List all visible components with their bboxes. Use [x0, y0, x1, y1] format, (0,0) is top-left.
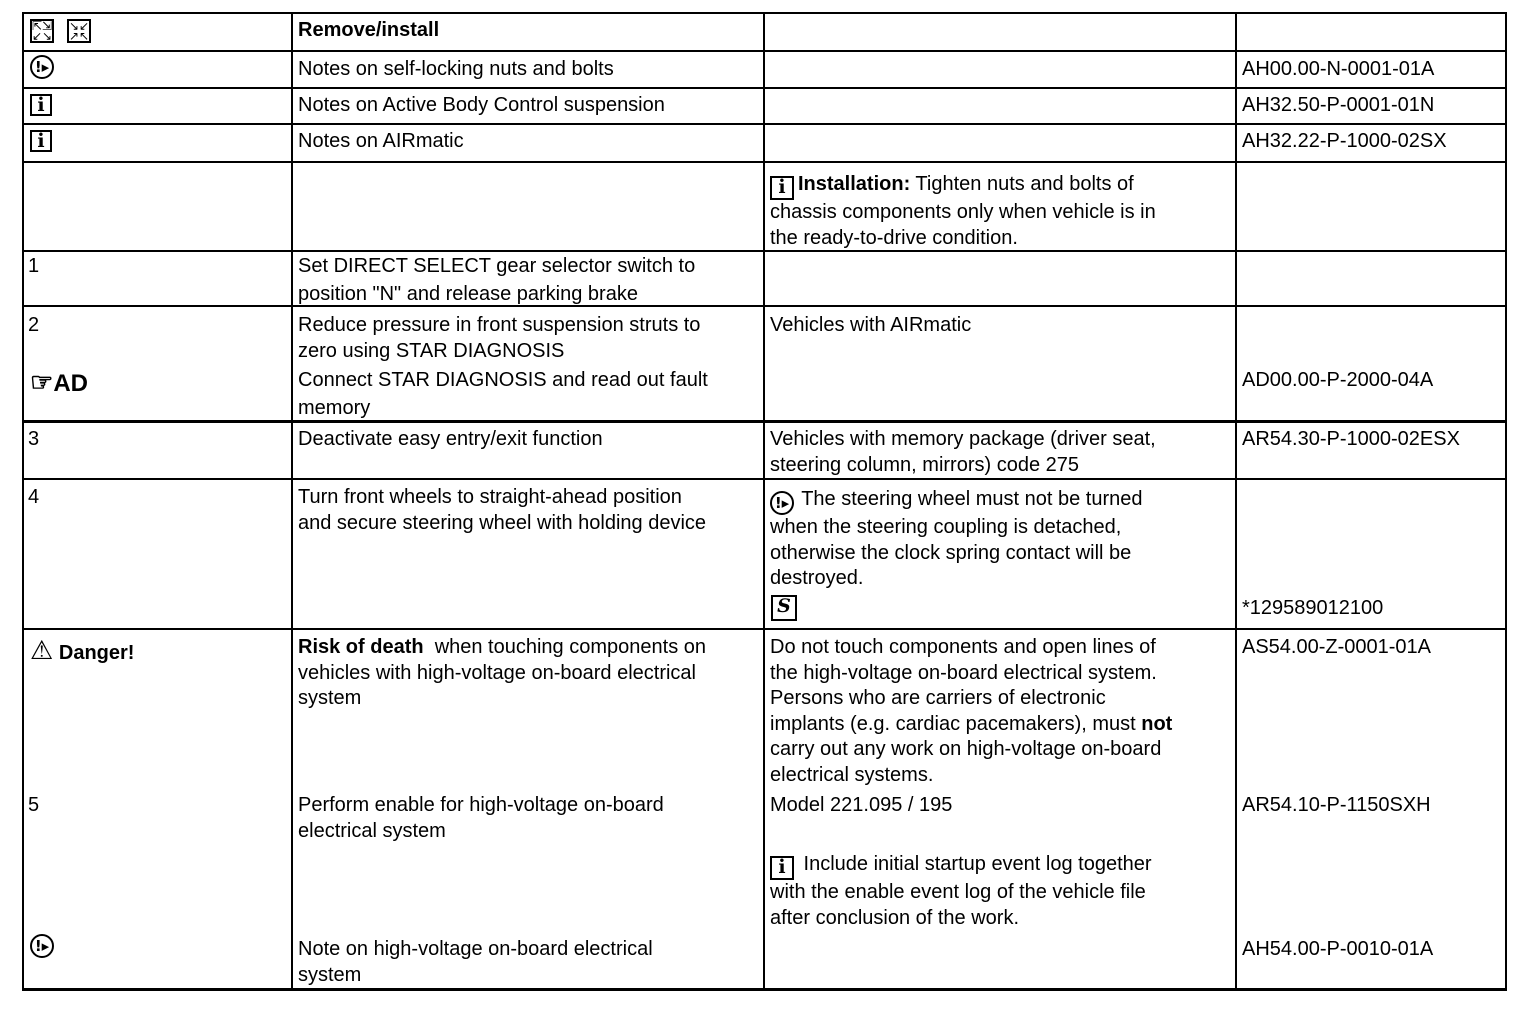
- doc-ref-link[interactable]: AH32.22-P-1000-02SX: [1242, 130, 1447, 152]
- danger-text: Risk of death when touching components on vehicles with high-voltage on-board electrical system: [298, 636, 706, 709]
- step-text: Perform enable for high-voltage on-board electrical system: [298, 794, 664, 842]
- doc-ref-link[interactable]: AS54.00-Z-0001-01A: [1242, 636, 1432, 658]
- hand-pointer-icon: ☞: [30, 367, 54, 397]
- row-text: Notes on AIRmatic: [298, 130, 464, 152]
- note-icon: !▸: [30, 934, 54, 958]
- section-title: Remove/install: [298, 19, 440, 41]
- divider: [763, 13, 765, 990]
- condition-text: Model 221.095 / 195: [770, 794, 953, 816]
- step-number: 3: [28, 428, 40, 450]
- doc-ref-link[interactable]: AR54.10-P-1150SXH: [1242, 794, 1431, 816]
- info-icon: i: [770, 856, 794, 880]
- installation-note: i Installation: Tighten nuts and bolts of chassis components only when vehicle is in the ready-to-drive condition.: [770, 173, 1156, 249]
- step-text: Turn front wheels to straight-ahead position and secure steering wheel with holding device: [298, 486, 707, 534]
- divider: [291, 13, 293, 990]
- step-number: 4: [28, 486, 40, 508]
- steering-note: !▸ The steering wheel must not be turned when the steering coupling is detached, otherwise the clock spring contact will be destroyed.: [770, 488, 1143, 589]
- step-text: Deactivate easy entry/exit function: [298, 428, 603, 450]
- note-icon: !▸: [30, 55, 54, 79]
- step-number: 1: [28, 255, 40, 277]
- tool-number-link[interactable]: *129589012100: [1242, 597, 1384, 619]
- divider: [1235, 13, 1237, 990]
- danger-label: ⚠ Danger!: [30, 635, 135, 665]
- expand-icon[interactable]: ⇱⇲ ↙↘: [32, 19, 53, 43]
- doc-ref-link[interactable]: AR54.30-P-1000-02ESX: [1242, 428, 1460, 450]
- danger-instructions: Do not touch components and open lines of the high-voltage on-board electrical system. Persons who are carriers of electronic implants (e.g. cardiac pacemakers), must not carry out any work on high-voltage on-board electrical systems.: [770, 636, 1173, 786]
- condition-text: Vehicles with memory package (driver seat, steering column, mirrors) code 275: [770, 428, 1156, 476]
- step-text: Set DIRECT SELECT gear selector switch to position "N" and release parking brake: [298, 255, 696, 305]
- collapse-icon[interactable]: ↘↙ ↗↖: [69, 19, 90, 43]
- step-text: Note on high-voltage on-board electrical system: [298, 938, 653, 986]
- special-tool-icon: S: [771, 595, 797, 621]
- info-icon: i: [30, 94, 52, 116]
- doc-ref-link[interactable]: AD00.00-P-2000-04A: [1242, 369, 1434, 391]
- info-icon: i: [30, 130, 52, 152]
- step-number: 5: [28, 794, 40, 816]
- step-text: Reduce pressure in front suspension struts to zero using STAR DIAGNOSIS: [298, 314, 701, 362]
- doc-ref-link[interactable]: AH32.50-P-0001-01N: [1242, 94, 1435, 116]
- condition-text: Vehicles with AIRmatic: [770, 314, 972, 336]
- note-icon: !▸: [770, 491, 794, 515]
- info-icon: i: [770, 176, 794, 200]
- event-log-note: i Include initial startup event log together with the enable event log of the vehicle file after conclusion of the work.: [770, 853, 1152, 929]
- ad-diagnosis-badge: ☞AD: [30, 367, 88, 397]
- divider: [22, 13, 24, 990]
- row-text: Notes on Active Body Control suspension: [298, 94, 665, 116]
- row-text: Notes on self-locking nuts and bolts: [298, 58, 614, 80]
- doc-ref-link[interactable]: AH00.00-N-0001-01A: [1242, 58, 1435, 80]
- step-text: Connect STAR DIAGNOSIS and read out fault memory: [298, 369, 708, 419]
- step-number: 2: [28, 314, 40, 336]
- doc-ref-link[interactable]: AH54.00-P-0010-01A: [1242, 938, 1434, 960]
- warning-triangle-icon: ⚠: [30, 635, 54, 665]
- divider: [1505, 13, 1507, 990]
